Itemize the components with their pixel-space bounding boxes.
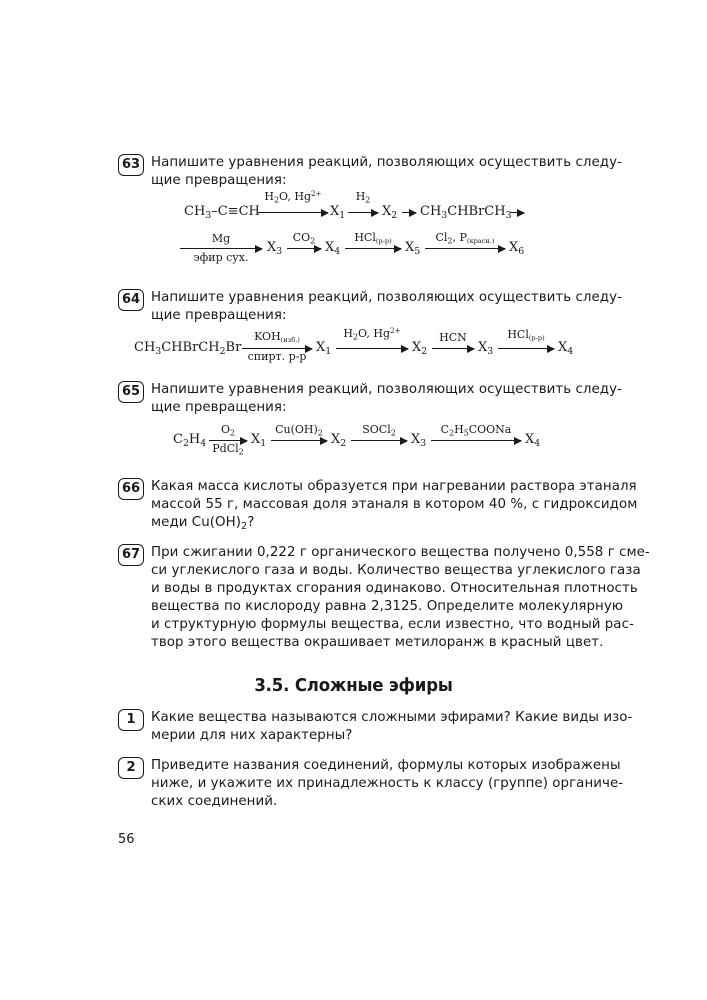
intermediate-x2: $X_2$ [412,340,428,357]
reaction-arrow [402,212,416,213]
reagent-label: HCN [439,331,467,344]
intermediate-x4: $X_4$ [525,432,541,449]
problem-number: 64 [118,289,144,311]
reaction-arrow [498,348,554,349]
problem-number: 66 [118,478,144,500]
reagent-label: $O_2$ [220,423,236,438]
reagent-label: SOCl$_2$ [362,423,396,438]
reagent-label: HCl$_{(р-р)}$ [507,328,545,342]
text-line: Приведите названия соединений, формулы которых изображены [151,758,621,773]
problem-text [151,154,622,190]
text-line: ниже, и укажите их принадлежность к классу (группе) органиче- [151,776,624,791]
intermediate-x1: $X_1$ [251,432,267,449]
text-line: Какие вещества называются сложными эфирами? Какие виды изо- [151,710,633,725]
section-title: 3.5. Сложные эфиры [254,675,453,696]
reagent-label: $KOH_{(изб.)}$ [254,330,300,344]
text-line: щие превращения: [151,308,287,323]
reagent-label: $Cl_2$, $P_{(красн.)}$ [435,231,495,246]
reaction-arrow [258,212,328,213]
text-line: щие превращения: [151,400,287,415]
text-line: меди $Cu(OH)_2$? [151,515,255,532]
text-line: Какая масса кислоты образуется при нагревании раствора этаналя [151,479,637,494]
reagent-label: $Cu(OH)_2$ [275,423,323,438]
text-line: При сжигании 0,222 г органического вещества получено 0,558 г сме- [151,545,650,560]
text-line: щие превращения: [151,173,287,188]
text-line: и воды в продуктах сгорания одинаково. Относительная плотность [151,581,638,596]
reaction-arrow [348,212,378,213]
problem-66 [118,478,638,532]
reaction-arrow [432,348,474,349]
problem-text [151,478,638,532]
condition-label: эфир сух. [193,251,249,264]
problem-64 [118,289,622,325]
problem-number: 67 [118,544,144,566]
problem-67 [118,544,650,652]
page-number: 56 [118,832,135,847]
problem-number: 65 [118,381,144,403]
condition-label: PdCl$_2$ [212,442,244,457]
reagent-label: $H_2O$, $Hg^{2+}$ [264,189,322,205]
text-line: мерии для них характерны? [151,728,353,743]
reactant-dibromopropane: $CH_3CHBrCH_2Br$ [134,340,242,357]
intermediate-x4: $X_4$ [325,240,341,257]
text-line: Напишите уравнения реакций, позволяющих осуществить следу- [151,382,622,397]
reaction-arrow [425,248,505,249]
reagent-label: $H_2$ [355,190,371,205]
intermediate-x3: $X_3$ [411,432,427,449]
problem-text [151,289,622,325]
problem-number: 1 [118,709,144,731]
problem-65 [118,381,622,417]
section-problem-2 [118,757,624,811]
text-line: вещества по кислороду равна 2,3125. Определите молекулярную [151,599,624,614]
section-problem-1 [118,709,633,745]
text-line: Напишите уравнения реакций, позволяющих осуществить следу- [151,155,622,170]
reaction-arrow [351,440,407,441]
reaction-arrow [287,248,321,249]
intermediate-x5: $X_5$ [405,240,421,257]
reaction-arrow [180,248,262,249]
reagent-label: HCl$_{(р-р)}$ [354,231,392,245]
reagent-label: $C_2H_5COONa$ [440,423,512,438]
text-line: и структурную формулы вещества, если известно, что водный рас- [151,617,634,632]
reaction-arrow [510,212,524,213]
condition-label: спирт. р-р [247,350,307,363]
reagent-label: Mg [211,232,231,245]
reaction-arrow [345,248,401,249]
problem-63 [118,154,622,190]
problem-number: 63 [118,154,144,176]
intermediate-x6: $X_6$ [509,240,525,257]
problem-text [151,757,624,811]
text-line: массой 55 г, массовая доля этаналя в котором 40 %, с гидроксидом [151,497,638,512]
text-line: твор этого вещества окрашивает метилоранж в красный цвет. [151,635,604,650]
problem-text [151,544,650,652]
intermediate-x4: $X_4$ [558,340,574,357]
reaction-arrow [336,348,408,349]
reaction-arrow [271,440,327,441]
text-line: ских соединений. [151,794,278,809]
reagent-label: $H_2O$, $Hg^{2+}$ [343,326,401,342]
intermediate-x3: $X_3$ [267,240,283,257]
intermediate-x1: $X_1$ [330,204,346,221]
reaction-arrow [431,440,521,441]
intermediate-x2: $X_2$ [382,204,398,221]
reaction-arrow [242,348,312,349]
product-bromopropane: $CH_3CHBrCH_3$ [420,204,512,221]
problem-number: 2 [118,757,144,779]
intermediate-x1: $X_1$ [316,340,332,357]
reagent-label: $CO_2$ [292,231,316,246]
text-line: си углекислого газа и воды. Количество вещества углекислого газа [151,563,641,578]
intermediate-x3: $X_3$ [478,340,494,357]
reactant-propyne: $CH_3-C\equiv CH$ [184,204,260,221]
reactant-ethylene: $C_2H_4$ [173,432,207,449]
reaction-arrow [209,440,247,441]
intermediate-x2: $X_2$ [331,432,347,449]
problem-text [151,381,622,417]
problem-text [151,709,633,745]
text-line: Напишите уравнения реакций, позволяющих осуществить следу- [151,290,622,305]
